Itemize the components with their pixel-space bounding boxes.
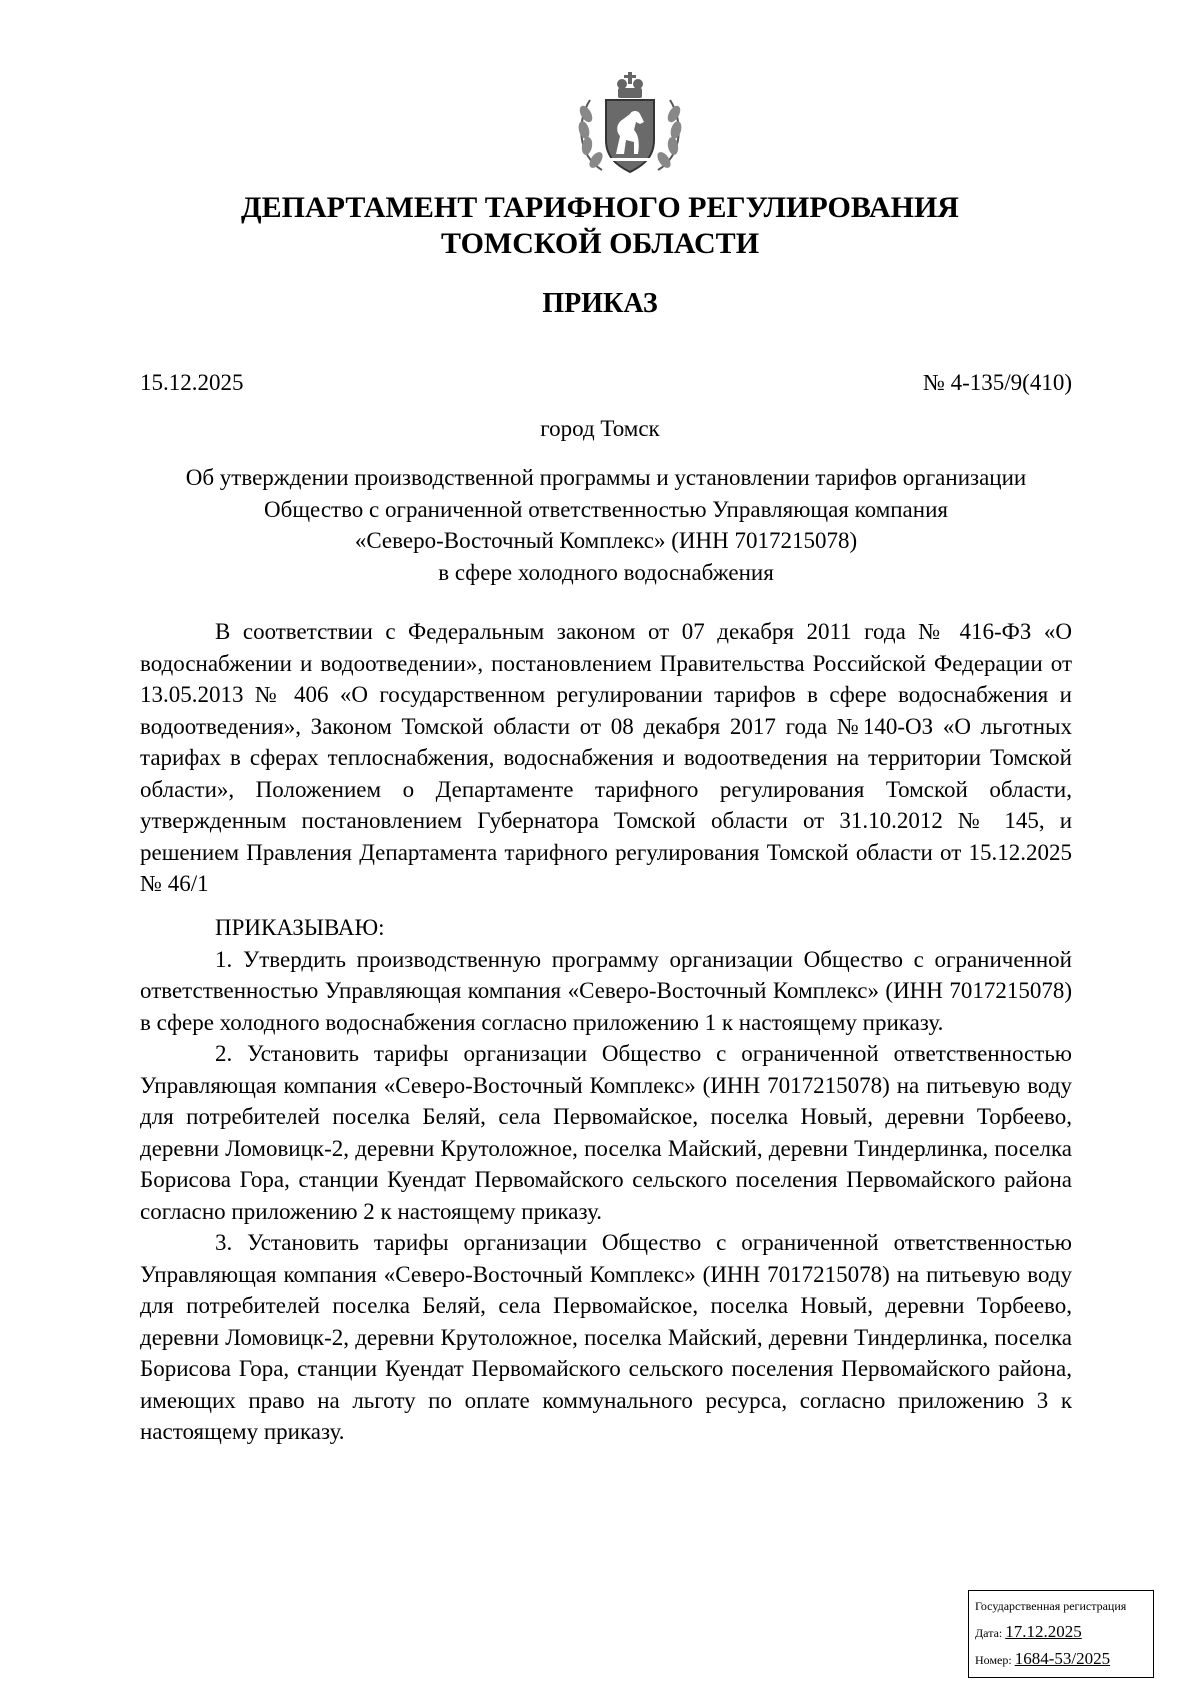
order-keyword: ПРИКАЗЫВАЮ:	[215, 915, 385, 940]
organization-name-line2: ТОМСКОЙ ОБЛАСТИ	[440, 227, 760, 260]
stamp-number-row	[975, 1646, 1147, 1673]
title-line: «Северо-Восточный Комплекс» (ИНН 7017215078)	[354, 528, 858, 553]
document-title	[140, 462, 1072, 588]
stamp-date-row	[975, 1619, 1147, 1646]
registration-stamp	[968, 1590, 1154, 1678]
title-line: Общество с ограниченной ответственностью Управляющая компания	[264, 496, 948, 522]
title-line: Об утверждении производственной программы и установлении тарифов организации	[185, 465, 1027, 490]
stamp-title: Государственная регистрация	[975, 1599, 1127, 1613]
order-item-2: 2. Установить тарифы организации Общество с ограниченной ответственностью Управляющая компания «Северо-Восточный Комплекс» (ИНН 7017215078) на питьевую воду для потребителей поселка Беляй, села Первомайское, поселка Новый, деревни Торбеево, деревни Ломовицк-2, деревни Крутоложное, поселка Майский, деревни Тиндерлинка, поселка Борисова Гора, станции Куендат Первомайского сельского поселения Первомайского района согласно приложению 2 к настоящему приказу.	[140, 1041, 1072, 1224]
document-date: 15.12.2025	[140, 370, 244, 395]
stamp-date-label: Дата:	[975, 1626, 1003, 1640]
legal-basis-section	[140, 616, 1072, 900]
order-item-3: 3. Установить тарифы организации Общество с ограниченной ответственностью Управляющая компания «Северо-Восточный Комплекс» (ИНН 7017215078) на питьевую воду для потребителей поселка Беляй, села Первомайское, поселка Новый, деревни Торбеево, деревни Ломовицк-2, деревни Крутоложное, поселка Майский, деревни Тиндерлинка, поселка Борисова Гора, станции Куендат Первомайского сельского поселения Первомайского района, имеющих право на льготу по оплате коммунального ресурса, согласно приложению 3 к настоящему приказу.	[140, 1230, 1072, 1444]
order-item-1: 1. Утвердить производственную программу организации Общество с ограниченной ответственностью Управляющая компания «Северо-Восточный Комплекс» (ИНН 7017215078) в сфере холодного водоснабжения согласно приложению 1 к настоящему приказу.	[140, 946, 1072, 1035]
title-line: в сфере холодного водоснабжения	[438, 559, 774, 585]
legal-basis-paragraph: В соответствии с Федеральным законом от 07 декабря 2011 года № 416-ФЗ «О водоснабжении и водоотведении», постановлением Правительства Российской Федерации от 13.05.2013 № 406 «О государственном регулировании тарифов в сфере водоснабжения и водоотведения», Законом Томской области от 08 декабря 2017 года №140-ОЗ «О льготных тарифах в сферах теплоснабжения, водоснабжения и водоотведения на территории Томской области», Положением о Департаменте тарифного регулирования Томской области, утвержденным постановлением Губернатора Томской области от 31.10.2012 № 145, и решением Правления Департамента тарифного регулирования Томской области от 15.12.2025 № 46/1	[140, 619, 1072, 896]
document-city: город Томск	[540, 416, 660, 441]
document-number: № 4-135/9(410)	[922, 370, 1072, 395]
stamp-date-value: 17.12.2025	[1005, 1622, 1082, 1641]
organization-name-line1: ДЕПАРТАМЕНТ ТАРИФНОГО РЕГУЛИРОВАНИЯ	[241, 191, 959, 224]
stamp-number-label: Номер:	[975, 1653, 1012, 1667]
document-type: ПРИКАЗ	[542, 288, 658, 319]
stamp-number-value: 1684-53/2025	[1014, 1649, 1111, 1668]
coat-of-arms-emblem	[572, 70, 688, 178]
order-section	[140, 912, 1072, 1448]
